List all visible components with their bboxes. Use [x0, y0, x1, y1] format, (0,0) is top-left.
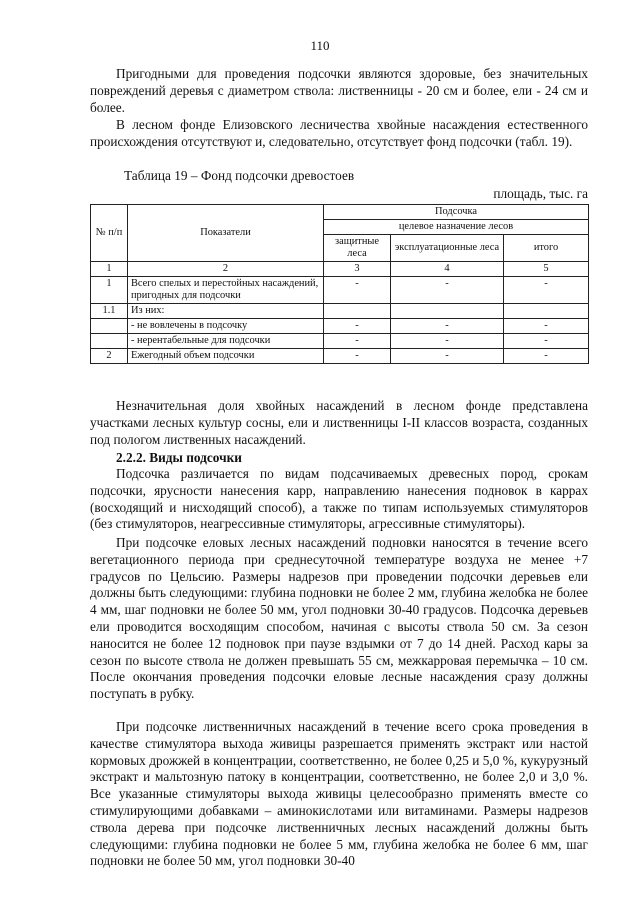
table-row — [91, 304, 589, 319]
intro-paragraph-2: В лесном фонде Елизовского лесничества хвойные насаждения естественного происхождения отсутствуют и, следовательно, отсутствует фонд подсочки (табл. 19). — [90, 117, 588, 149]
tapping-fund-table — [90, 204, 589, 364]
row-protective: - — [324, 277, 391, 304]
row-operational: - — [391, 277, 504, 304]
page-number: 110 — [310, 38, 330, 53]
row-operational: - — [391, 349, 504, 364]
header-protective: защитные леса — [324, 235, 391, 262]
row-total — [504, 304, 589, 319]
after-table-paragraph: Незначительная доля хвойных насаждений в лесном фонде представлена участками лесных культур сосны, ели и лиственницы I-II классов возраста, созданных под пологом лиственных насаждений. — [90, 398, 588, 447]
row-total: - — [504, 277, 589, 304]
section-paragraph-3: При подсочке лиственничных насаждений в течение всего срока проведения в качестве стимулятора выхода живицы разрешается применять экстракт или настой кормовых дрожжей в концентрации, соответственно, не более 0,25 и 5,0 %, кукурузный экстракт и мальтозную патоку в концентрации, соответственно, не более 2,0 и 3,0 %. Все указанные стимуляторы выхода живицы целесообразно применять вместе со стимулирующими добавками – аминокислотами или витаминами. Размеры надрезов ствола дерева при подсочке лиственничных лесных насаждений должны быть следующими: глубина подновки не более 5 мм, глубина желобка не более 6 мм, шаг подновки не более 50 мм, угол подновки 30-40 — [90, 719, 588, 869]
row-operational: - — [391, 334, 504, 349]
table-header-row — [91, 205, 589, 220]
table-row — [91, 277, 589, 304]
row-protective: - — [324, 349, 391, 364]
header-purpose: целевое назначение лесов — [324, 220, 589, 235]
row-num — [91, 319, 128, 334]
table-row — [91, 319, 589, 334]
table-row — [91, 349, 589, 364]
row-total: - — [504, 349, 589, 364]
header-total: итого — [504, 235, 589, 262]
col-number: 2 — [128, 262, 324, 277]
col-number: 5 — [504, 262, 589, 277]
table-column-numbers — [91, 262, 589, 277]
section-paragraph-1: Подсочка различается по видам подсачиваемых древесных пород, срокам подсочки, ярусности нанесения карр, направлению нанесения подновок в каррах (восходящий и нисходящий способ), а также по типам используемых стимуляторов (без стимуляторов, неагрессивные стимуляторы, агрессивные стимуляторы). — [90, 466, 588, 532]
table-caption: Таблица 19 – Фонд подсочки древостоев — [124, 168, 355, 183]
row-num: 1.1 — [91, 304, 128, 319]
table-units: площадь, тыс. га — [493, 186, 588, 201]
row-label: Всего спелых и перестойных насаждений, пригодных для подсочки — [128, 277, 324, 304]
row-operational — [391, 304, 504, 319]
row-num: 1 — [91, 277, 128, 304]
row-total: - — [504, 319, 589, 334]
row-num — [91, 334, 128, 349]
row-num: 2 — [91, 349, 128, 364]
col-number: 3 — [324, 262, 391, 277]
section-heading: 2.2.2. Виды подсочки — [116, 450, 242, 465]
intro-paragraph-1: Пригодными для проведения подсочки являются здоровые, без значительных повреждений деревья с диаметром ствола: лиственницы - 20 см и более, ели - 24 см и более. — [90, 66, 588, 115]
row-label: - не вовлечены в подсочку — [128, 319, 324, 334]
col-number: 1 — [91, 262, 128, 277]
row-label: Из них: — [128, 304, 324, 319]
header-num: № п/п — [91, 205, 128, 262]
row-protective — [324, 304, 391, 319]
row-operational: - — [391, 319, 504, 334]
header-tapping: Подсочка — [324, 205, 589, 220]
row-protective: - — [324, 319, 391, 334]
header-indicators: Показатели — [128, 205, 324, 262]
row-label: - нерентабельные для подсочки — [128, 334, 324, 349]
header-operational: эксплуатационные леса — [391, 235, 504, 262]
row-total: - — [504, 334, 589, 349]
col-number: 4 — [391, 262, 504, 277]
table-row — [91, 334, 589, 349]
row-protective: - — [324, 334, 391, 349]
row-label: Ежегодный объем подсочки — [128, 349, 324, 364]
section-paragraph-2: При подсочке еловых лесных насаждений подновки наносятся в течение всего вегетационного периода при среднесуточной температуре воздуха не менее +7 градусов по Цельсию. Размеры надрезов при проведении подсочки деревьев ели должны быть следующими: глубина подновки не более 2 мм, глубина желобка не более 4 мм, шаг подновки не более 50 мм, угол подновки 30-40 градусов. Подсочка деревьев ели проводится восходящим способом, начиная с высоты ствола 50 см. За сезон наносится не более 12 подновок при паузе вздымки от 7 до 14 дней. Расход кары за сезон по высоте ствола не должен превышать 55 см, межкарровая перемычка – 10 см. После окончания проведения подсочки еловые лесные насаждения сразу должны поступать в рубку. — [90, 535, 588, 702]
